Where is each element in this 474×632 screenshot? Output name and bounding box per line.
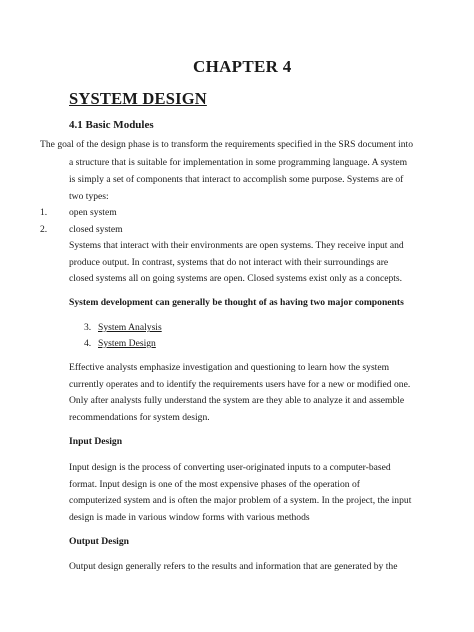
text-line: Input design is the process of converting user-originated inputs to a computer-based: [69, 462, 391, 473]
text-line: a structure that is suitable for implementation in some programming language. A system: [69, 157, 408, 168]
text-line: format. Input design is one of the most expensive phases of the operation of: [69, 479, 360, 490]
list-text: System Analysis: [98, 322, 162, 333]
list-number: 4.: [84, 338, 92, 349]
text-line: closed systems all on going systems are open. Closed systems exist only as a concepts.: [69, 273, 403, 284]
input-design-heading: Input Design: [69, 436, 123, 447]
text-line: two types:: [69, 191, 109, 202]
text-line: Output design generally refers to the results and information that are generated by the: [69, 561, 398, 572]
text-line: The goal of the design phase is to transform the requirements specified in the SRS document into: [40, 139, 414, 150]
text-line: Systems that interact with their environments are open systems. They receive input and: [69, 240, 404, 251]
list-text: open system: [69, 207, 117, 218]
text-line: Only after analysts fully understand the system are they able to analyze it and assemble: [69, 395, 405, 406]
list-text: System Design: [98, 338, 156, 349]
text-line: is simply a set of components that interact to accomplish some purpose. Systems are of: [69, 174, 404, 185]
text-line: Effective analysts emphasize investigation and questioning to learn how the system: [69, 362, 390, 373]
chapter-heading: CHAPTER 4: [193, 57, 292, 76]
text-line: currently operates and to identify the requirements users have for a new or modified one.: [69, 379, 411, 390]
list-number: 3.: [84, 322, 92, 333]
text-line: design is made in various window forms with various methods: [69, 512, 310, 523]
list-text: closed system: [69, 224, 123, 235]
list-number: 1.: [40, 207, 48, 218]
text-line: computerized system and is often the major problem of a system. In the project, the input: [69, 495, 412, 506]
text-line: recommendations for system design.: [69, 412, 210, 423]
section-heading: 4.1 Basic Modules: [69, 119, 154, 131]
dev-heading: System development can generally be thought of as having two major components: [69, 297, 404, 308]
page-title: SYSTEM DESIGN: [69, 89, 207, 108]
text-line: produce output. In contrast, systems that do not interact with their surroundings are: [69, 257, 389, 268]
output-design-heading: Output Design: [69, 536, 129, 547]
list-number: 2.: [40, 224, 48, 235]
